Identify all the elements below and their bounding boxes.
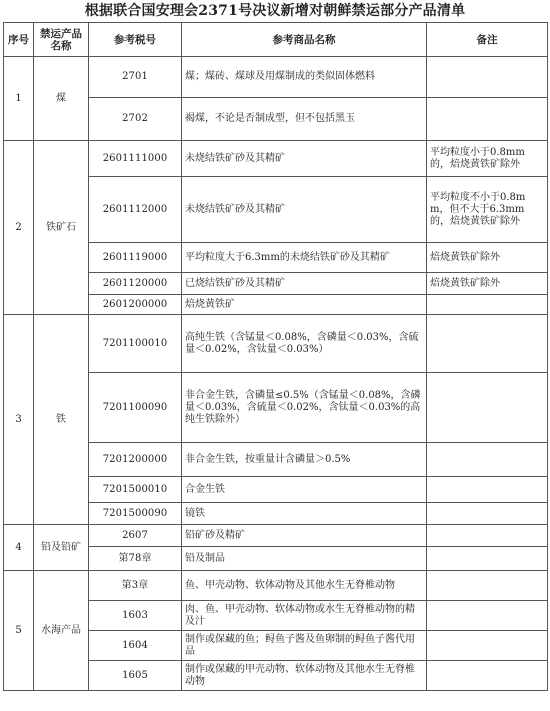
hs-code: 2601119000 [89, 243, 182, 273]
hs-code: 7201100090 [89, 373, 182, 443]
hs-code: 1605 [89, 661, 182, 691]
group-seq: 4 [4, 525, 34, 571]
table-row [4, 571, 548, 601]
hs-code: 2607 [89, 525, 182, 547]
header-product-line1: 禁运产品 [40, 27, 82, 40]
header-product-name [34, 23, 89, 57]
hs-code: 7201500090 [89, 503, 182, 525]
remarks [427, 547, 548, 571]
remarks [427, 373, 548, 443]
group-name: 水海产品 [34, 571, 89, 691]
hs-code: 第78章 [89, 547, 182, 571]
goods-name: 平均粒度大于6.3mm的未烧结铁矿砂及其精矿 [182, 243, 427, 273]
header-remarks: 备注 [427, 23, 548, 57]
remarks [427, 57, 548, 98]
remarks [427, 631, 548, 661]
group-seq: 1 [4, 57, 34, 141]
header-hs-code: 参考税号 [89, 23, 182, 57]
goods-name: 鱼、甲壳动物、软体动物及其他水生无脊椎动物 [182, 571, 427, 601]
remarks: 平均粒度小于0.8mm的，焙烧黄铁矿除外 [427, 141, 548, 177]
hs-code: 2601111000 [89, 141, 182, 177]
remarks: 平均粒度不小于0.8mm，但不大于6.3mm的，焙烧黄铁矿除外 [427, 177, 548, 243]
hs-code: 2701 [89, 57, 182, 98]
remarks [427, 571, 548, 601]
goods-name: 高纯生铁（含锰量＜0.08%，含磷量＜0.03%，含硫量＜0.02%，含钛量＜0.03%） [182, 315, 427, 373]
group-name: 煤 [34, 57, 89, 141]
group-seq: 2 [4, 141, 34, 315]
table-row [4, 315, 548, 373]
hs-code: 2702 [89, 98, 182, 141]
table-row [4, 141, 548, 177]
group-seq: 3 [4, 315, 34, 525]
hs-code: 2601120000 [89, 273, 182, 295]
remarks [427, 477, 548, 503]
goods-name: 已烧结铁矿砂及其精矿 [182, 273, 427, 295]
remarks [427, 503, 548, 525]
group-name: 铁矿石 [34, 141, 89, 315]
remarks [427, 443, 548, 477]
hs-code: 7201200000 [89, 443, 182, 477]
goods-name: 非合金生铁，按重量计含磷量＞0.5% [182, 443, 427, 477]
remarks [427, 315, 548, 373]
goods-name: 制作或保藏的鱼；鲟鱼子酱及鱼卵制的鲟鱼子酱代用品 [182, 631, 427, 661]
goods-name: 镜铁 [182, 503, 427, 525]
table-header-row [4, 23, 548, 57]
table-row [4, 525, 548, 547]
goods-name: 铅矿砂及精矿 [182, 525, 427, 547]
remarks: 焙烧黄铁矿除外 [427, 273, 548, 295]
remarks [427, 601, 548, 631]
hs-code: 2601112000 [89, 177, 182, 243]
group-seq: 5 [4, 571, 34, 691]
hs-code: 1603 [89, 601, 182, 631]
hs-code: 7201500010 [89, 477, 182, 503]
goods-name: 未烧结铁矿砂及其精矿 [182, 141, 427, 177]
goods-name: 铅及制品 [182, 547, 427, 571]
remarks: 焙烧黄铁矿除外 [427, 243, 548, 273]
remarks [427, 525, 548, 547]
goods-name: 肉、鱼、甲壳动物、软体动物或水生无脊椎动物的精及汁 [182, 601, 427, 631]
remarks [427, 661, 548, 691]
goods-name: 非合金生铁，含磷量≤0.5%（含锰量＜0.08%，含磷量＜0.03%，含硫量＜0.02%，含钛量＜0.03%的高纯生铁除外） [182, 373, 427, 443]
goods-name: 制作或保藏的甲壳动物、软体动物及其他水生无脊椎动物 [182, 661, 427, 691]
hs-code: 7201100010 [89, 315, 182, 373]
table-row [4, 57, 548, 98]
hs-code: 第3章 [89, 571, 182, 601]
group-name: 铅及铅矿 [34, 525, 89, 571]
page-title: 根据联合国安理会2371号决议新增对朝鲜禁运部分产品清单 [84, 3, 466, 19]
hs-code: 1604 [89, 631, 182, 661]
product-table [3, 22, 548, 691]
goods-name: 未烧结铁矿砂及其精矿 [182, 177, 427, 243]
header-product-line2: 名称 [50, 39, 72, 52]
remarks [427, 98, 548, 141]
group-name: 铁 [34, 315, 89, 525]
header-seq: 序号 [4, 23, 34, 57]
goods-name: 合金生铁 [182, 477, 427, 503]
goods-name: 煤；煤砖、煤球及用煤制成的类似固体燃料 [182, 57, 427, 98]
header-goods-name: 参考商品名称 [182, 23, 427, 57]
goods-name: 焙烧黄铁矿 [182, 295, 427, 315]
hs-code: 2601200000 [89, 295, 182, 315]
goods-name: 褐煤，不论是否制成型，但不包括黑玉 [182, 98, 427, 141]
remarks [427, 295, 548, 315]
